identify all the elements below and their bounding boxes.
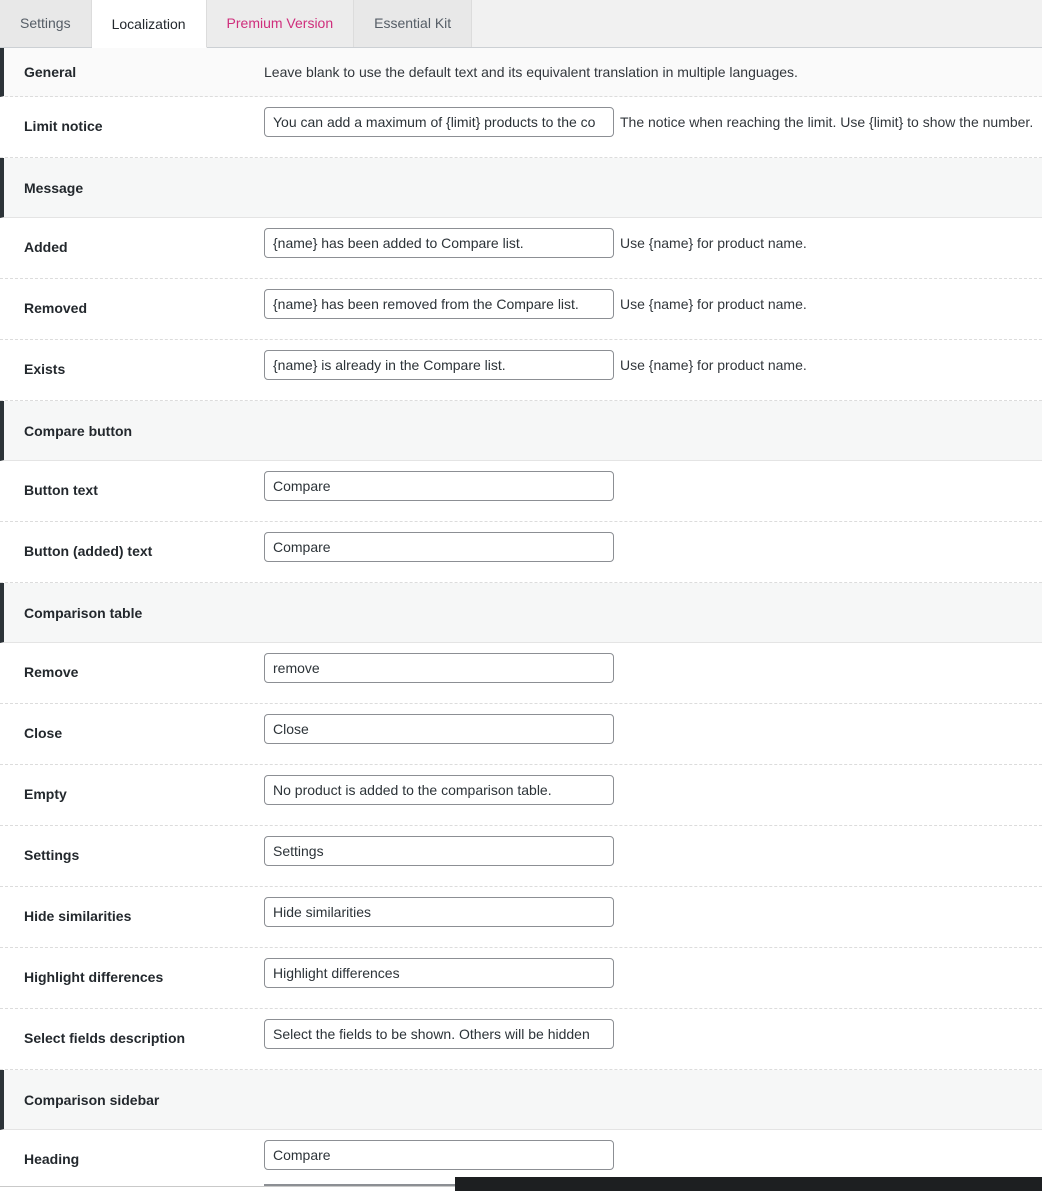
input-removed[interactable]: [264, 289, 614, 319]
field-row-settings: [0, 826, 1042, 887]
input-highlight-differences[interactable]: [264, 958, 614, 988]
field-row-remove: [0, 643, 1042, 704]
input-cell: [264, 340, 614, 380]
section-header-compare-button: [0, 401, 1042, 461]
input-button-text[interactable]: [264, 471, 614, 501]
input-close[interactable]: [264, 714, 614, 744]
bottom-dark-strip: [455, 1177, 1042, 1191]
field-label-removed: Removed: [24, 300, 88, 316]
input-cell: [264, 948, 614, 988]
field-row-removed: [0, 279, 1042, 340]
field-hint-added: Use {name} for product name.: [620, 235, 807, 251]
row-label: General: [24, 64, 77, 80]
field-label-limit-notice: Limit notice: [24, 118, 103, 134]
field-label-empty: Empty: [24, 786, 67, 802]
field-label-settings: Settings: [24, 847, 80, 863]
field-hint-exists: Use {name} for product name.: [620, 357, 807, 373]
field-hint-removed: Use {name} for product name.: [620, 296, 807, 312]
section-title: Comparison sidebar: [24, 1091, 160, 1108]
field-label-remove: Remove: [24, 664, 79, 680]
input-cell: [264, 826, 614, 866]
input-cell: [264, 887, 614, 927]
field-label-heading: Heading: [24, 1151, 80, 1167]
input-button-added-text[interactable]: [264, 532, 614, 562]
field-hint-limit-notice: The notice when reaching the limit. Use {limit} to show the number.: [620, 114, 1034, 130]
input-exists[interactable]: [264, 350, 614, 380]
field-row-select-fields-description: [0, 1009, 1042, 1070]
settings-rows: [0, 48, 1042, 1191]
input-cell: [264, 1130, 614, 1170]
input-cell: [264, 97, 614, 137]
field-label-button-text: Button text: [24, 482, 98, 498]
input-hide-similarities[interactable]: [264, 897, 614, 927]
input-cell: [264, 218, 614, 258]
input-remove[interactable]: [264, 653, 614, 683]
field-label-close: Close: [24, 725, 63, 741]
section-title: Compare button: [24, 422, 133, 439]
field-row-empty: [0, 765, 1042, 826]
input-cell: [264, 765, 614, 805]
input-cell: [264, 461, 614, 501]
field-row-button-text: [0, 461, 1042, 522]
field-label-added: Added: [24, 239, 68, 255]
field-row-highlight-differences: [0, 948, 1042, 1009]
input-added[interactable]: [264, 228, 614, 258]
section-header-comparison-sidebar: [0, 1070, 1042, 1130]
info-row-general: [0, 48, 1042, 97]
field-row-button-added-text: [0, 522, 1042, 583]
field-label-hide-similarities: Hide similarities: [24, 908, 132, 924]
input-settings[interactable]: [264, 836, 614, 866]
input-select-fields-description[interactable]: [264, 1019, 614, 1049]
input-cell: [264, 279, 614, 319]
section-title: Comparison table: [24, 604, 143, 621]
field-label-select-fields-description: Select fields description: [24, 1030, 186, 1046]
input-cell: [264, 704, 614, 744]
tab-settings[interactable]: Settings: [0, 0, 92, 47]
input-cell: [264, 1009, 614, 1049]
row-description: Leave blank to use the default text and its equivalent translation in multiple languages.: [264, 64, 798, 80]
page-bottom-edge: [0, 1177, 1042, 1191]
field-row-added: [0, 218, 1042, 279]
field-label-exists: Exists: [24, 361, 66, 377]
input-cell: [264, 522, 614, 562]
field-row-close: [0, 704, 1042, 765]
field-row-exists: [0, 340, 1042, 401]
tab-essential-kit[interactable]: Essential Kit: [354, 0, 472, 47]
section-title: Message: [24, 179, 84, 196]
input-heading[interactable]: [264, 1140, 614, 1170]
field-label-highlight-differences: Highlight differences: [24, 969, 164, 985]
field-row-limit-notice: [0, 97, 1042, 158]
field-label-button-added-text: Button (added) text: [24, 543, 153, 559]
input-cell: [264, 643, 614, 683]
field-row-hide-similarities: [0, 887, 1042, 948]
tab-localization[interactable]: Localization: [92, 0, 207, 48]
input-empty[interactable]: [264, 775, 614, 805]
settings-tabbar: [0, 0, 1042, 48]
section-header-comparison-table: [0, 583, 1042, 643]
tab-premium-version[interactable]: Premium Version: [207, 0, 355, 47]
input-limit-notice[interactable]: [264, 107, 614, 137]
section-header-message: [0, 158, 1042, 218]
